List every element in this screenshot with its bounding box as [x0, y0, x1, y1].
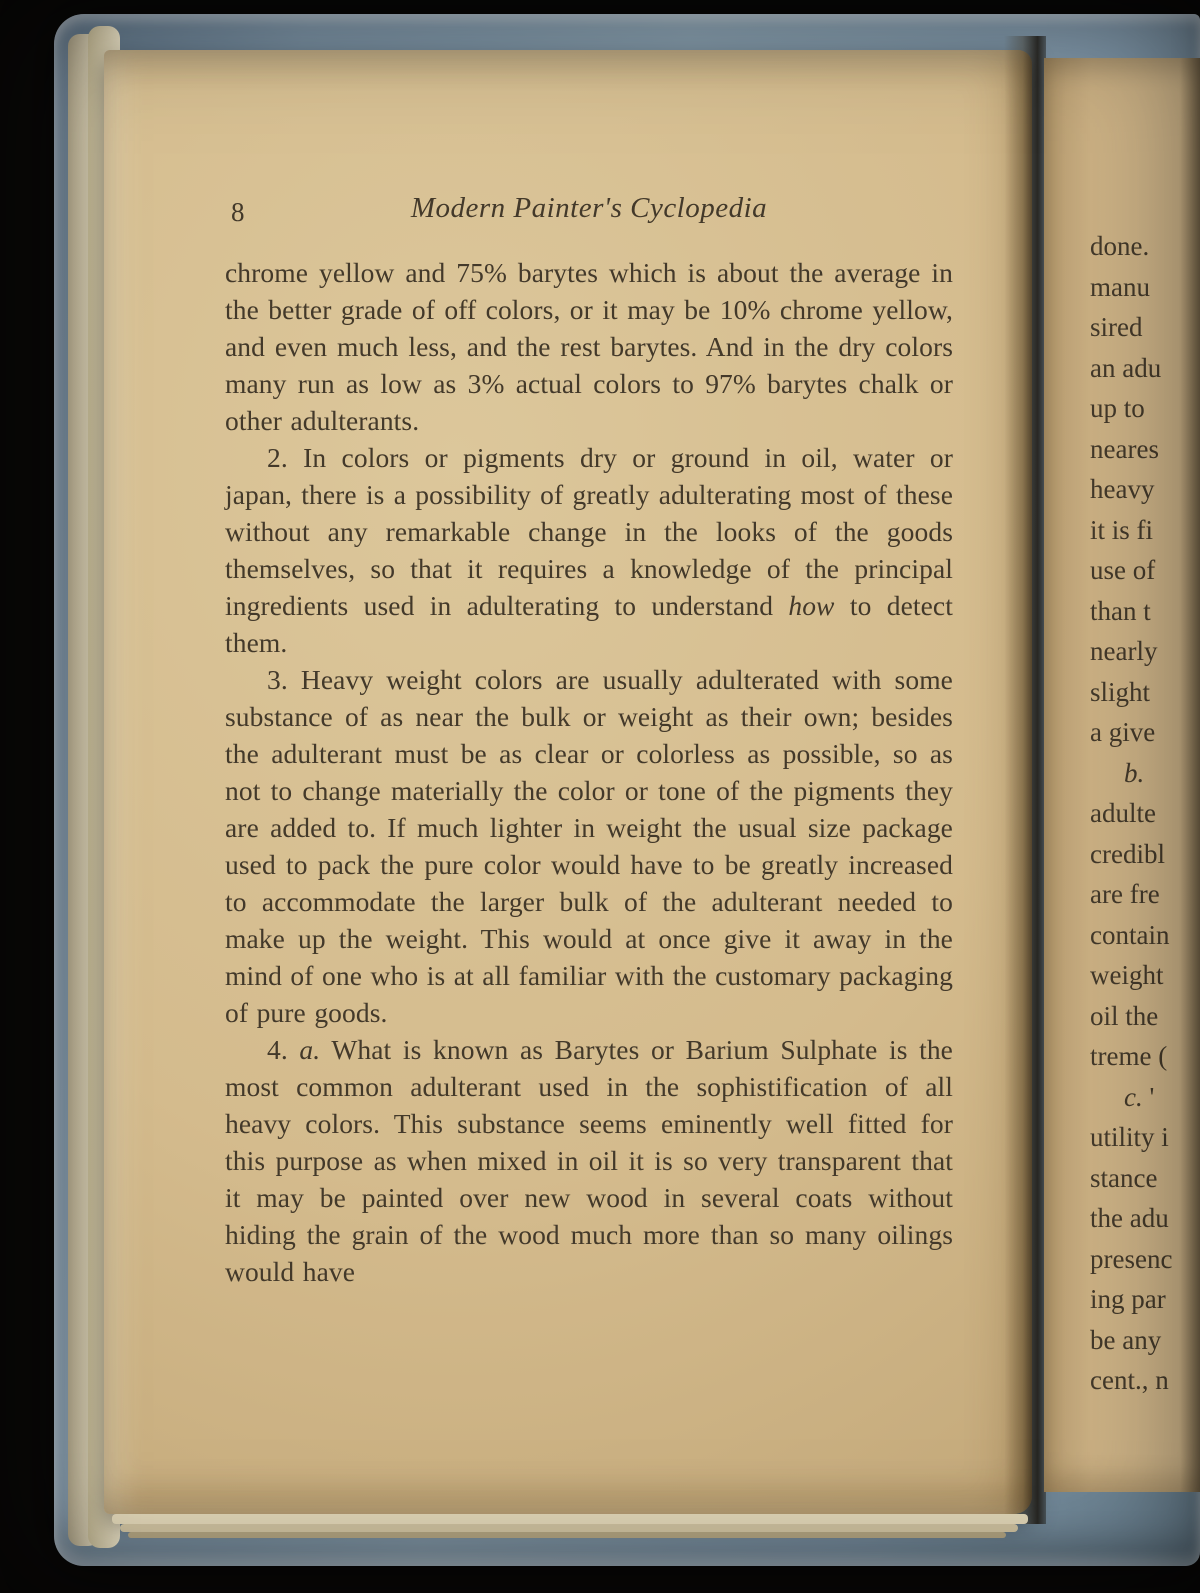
- right-page-line: [1090, 429, 1192, 470]
- right-page-line: [1090, 631, 1192, 672]
- page-number: 8: [231, 197, 245, 227]
- italic-text-segment: how: [788, 590, 835, 621]
- page-header: [225, 192, 953, 238]
- right-page-line: [1090, 226, 1192, 267]
- text-segment: cent., n: [1090, 1365, 1169, 1395]
- gutter-shadow: [1004, 36, 1046, 1524]
- text-segment: weight: [1090, 960, 1164, 990]
- text-segment: up to: [1090, 393, 1145, 423]
- paragraph: [225, 254, 953, 439]
- text-segment: utility i: [1090, 1122, 1169, 1152]
- text-segment: oil the: [1090, 1000, 1159, 1031]
- right-page-line: [1090, 672, 1192, 713]
- right-page-line: [1090, 955, 1192, 996]
- text-segment: than t: [1090, 595, 1151, 626]
- text-segment: heavy: [1090, 474, 1155, 504]
- right-page-line: [1090, 1198, 1192, 1239]
- right-page-line: [1090, 915, 1192, 956]
- page-body-text: [225, 254, 953, 1290]
- text-segment: an adu: [1090, 352, 1162, 383]
- right-page-line: [1090, 550, 1192, 591]
- italic-text-segment: b.: [1124, 757, 1145, 788]
- left-page-content: [225, 192, 953, 1290]
- paragraph: [225, 661, 953, 1031]
- right-page-line: [1090, 591, 1192, 632]
- right-page-line: [1090, 996, 1192, 1037]
- page-bottom-edge: [120, 1524, 1018, 1532]
- text-segment: done.: [1090, 231, 1150, 261]
- text-segment: slight: [1090, 676, 1151, 707]
- right-page-line: [1090, 307, 1192, 348]
- right-page-line: [1090, 1158, 1192, 1199]
- right-page-line: [1090, 348, 1192, 389]
- right-page-line: [1090, 834, 1192, 875]
- right-page-text: [1090, 226, 1192, 1401]
- text-segment: ': [1142, 1081, 1155, 1112]
- right-page-line: [1090, 1077, 1192, 1118]
- text-segment: 3. Heavy weight colors are usually adulterated with some substance of as near the bulk or weight as their own; besides the adulterant must be as clear or colorless as possible, so as not to change materially the color or tone of the pigments they are added to. If much lighter in weight the usual size package used to pack the pure color would have to be greatly increased to accommodate the larger bulk of the adulterant needed to make up the weight. This would at once give it away in the mind of one who is at all familiar with the customary packaging of pure goods.: [225, 664, 953, 1028]
- right-page-line: [1090, 510, 1192, 551]
- right-page-line: [1090, 267, 1192, 308]
- page-bottom-edge: [128, 1532, 1006, 1538]
- text-segment: are fre: [1090, 879, 1160, 909]
- right-page-line: [1090, 874, 1192, 915]
- text-segment: credibl: [1090, 838, 1165, 869]
- right-page-line: [1090, 712, 1192, 753]
- text-segment: What is known as Barytes or Barium Sulphate is the most common adulterant used in the sophistification of all heavy colors. This substance seems eminently well fitted for this purpose as when mixed in oil it is so very transparent that it may be painted over new wood in several coats without hiding the grain of the wood much more than so many oilings would have: [225, 1034, 953, 1287]
- text-segment: presenc: [1090, 1243, 1173, 1274]
- text-segment: a give: [1090, 717, 1156, 747]
- right-page-edge-shadow: [1180, 58, 1200, 1492]
- italic-text-segment: c.: [1124, 1081, 1143, 1112]
- text-segment: sired: [1090, 312, 1143, 342]
- running-title: Modern Painter's Cyclopedia: [410, 192, 768, 224]
- text-segment: 2. In colors or pigments dry or ground in oil, water or japan, there is a possibility of greatly adulterating most of these without any remarkable change in the looks of the goods themselves, so that it requires a knowledge of the principal ingredients used in adulterating to understand: [225, 442, 953, 621]
- right-page-line: [1090, 753, 1192, 794]
- italic-text-segment: a.: [299, 1034, 321, 1065]
- right-page-line: [1090, 1320, 1192, 1361]
- text-segment: to detect them.: [225, 590, 953, 658]
- right-page-line: [1090, 793, 1192, 834]
- text-segment: it is fi: [1090, 514, 1154, 545]
- text-segment: treme (: [1090, 1041, 1168, 1071]
- text-segment: manu: [1090, 271, 1150, 302]
- text-segment: nearly: [1090, 636, 1158, 666]
- right-page-partial: [1044, 58, 1200, 1492]
- paragraph: [225, 1031, 953, 1290]
- right-page-line: [1090, 1117, 1192, 1158]
- text-segment: stance: [1090, 1162, 1158, 1193]
- text-segment: chrome yellow and 75% barytes which is about the average in the better grade of off colors, or it may be 10% chrome yellow, and even much less, and the rest barytes. And in the dry colors many run as low as 3% actual colors to 97% barytes chalk or other adulterants.: [225, 257, 953, 436]
- right-page-line: [1090, 469, 1192, 510]
- paragraph: [225, 439, 953, 661]
- right-page-line: [1090, 1239, 1192, 1280]
- right-page-line: [1090, 388, 1192, 429]
- text-segment: be any: [1090, 1324, 1162, 1355]
- text-segment: contain: [1090, 919, 1170, 950]
- left-page: [104, 50, 1032, 1514]
- right-page-line: [1090, 1036, 1192, 1077]
- page-bottom-edge: [112, 1514, 1028, 1524]
- text-segment: 4.: [267, 1034, 300, 1065]
- text-segment: the adu: [1090, 1203, 1169, 1233]
- text-segment: adulte: [1090, 798, 1156, 828]
- text-segment: use of: [1090, 555, 1156, 585]
- right-page-line: [1090, 1279, 1192, 1320]
- text-segment: neares: [1090, 433, 1159, 464]
- right-page-line: [1090, 1360, 1192, 1401]
- text-segment: ing par: [1090, 1284, 1166, 1314]
